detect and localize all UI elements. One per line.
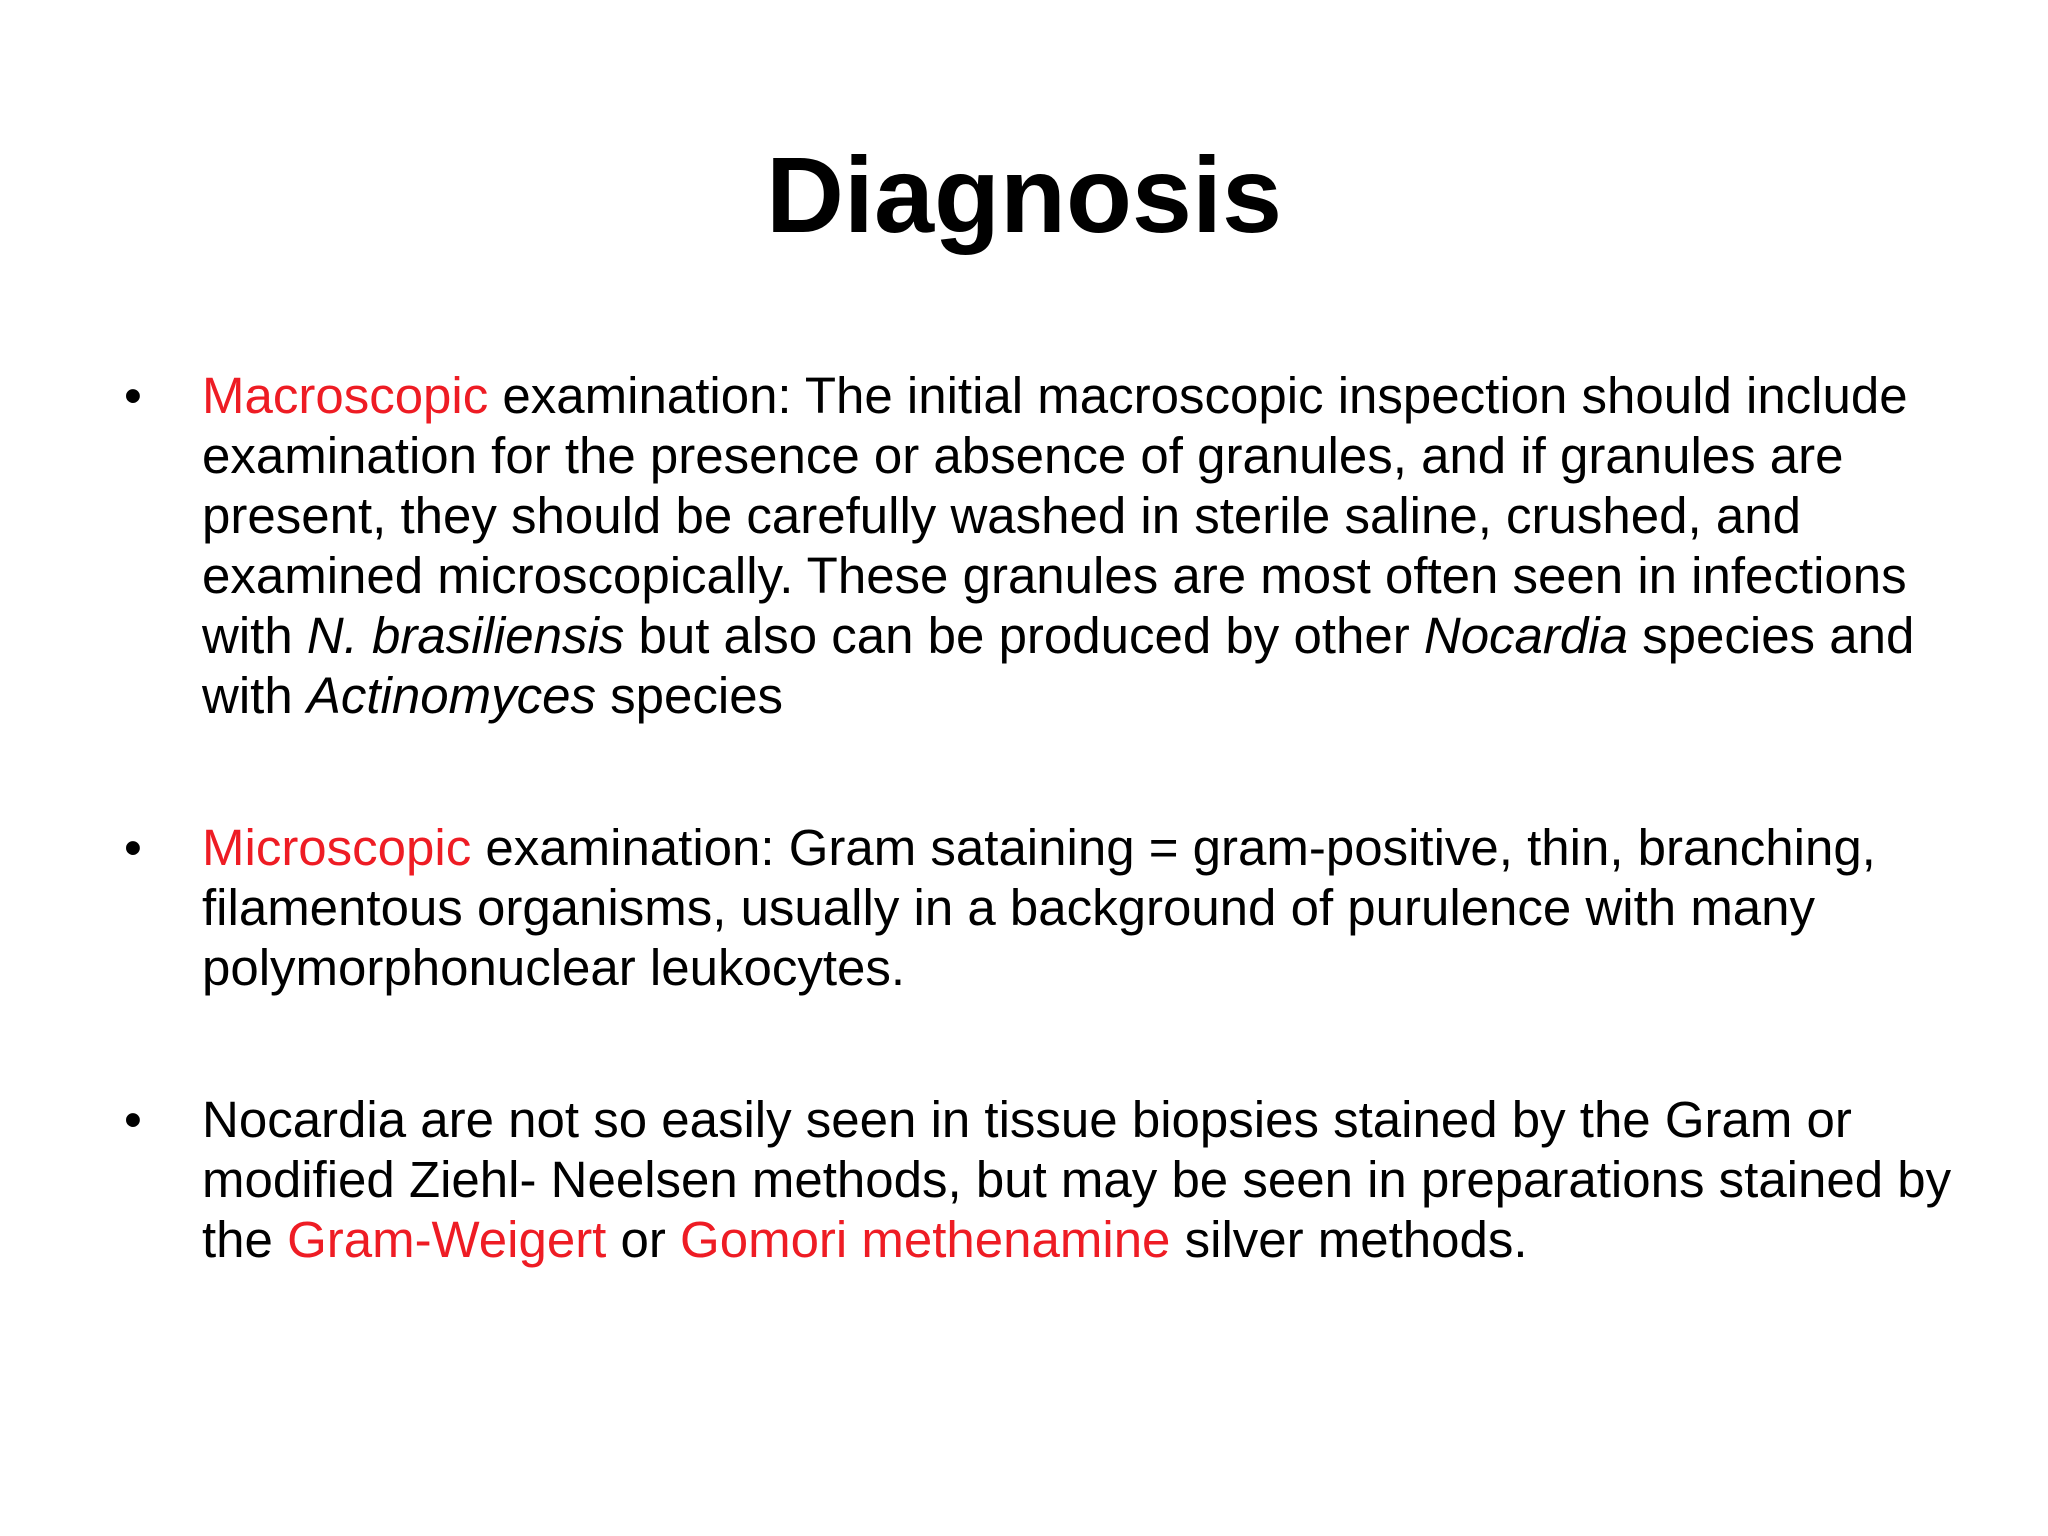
- bullet-text: or: [606, 1211, 681, 1268]
- keyword-macroscopic: Macroscopic: [202, 367, 489, 424]
- bullet-text: silver methods.: [1170, 1211, 1528, 1268]
- italic-genus: Nocardia: [1423, 607, 1628, 664]
- keyword-gram-weigert: Gram-Weigert: [287, 1211, 607, 1268]
- bullet-dot-icon: •: [124, 1091, 142, 1148]
- bullet-microscopic: [124, 818, 1962, 998]
- italic-species: N. brasiliensis: [306, 607, 625, 664]
- keyword-microscopic: Microscopic: [202, 819, 472, 876]
- bullet-text: species and with: [202, 607, 1915, 724]
- keyword-gomori-methenamine: Gomori methenamine: [680, 1211, 1171, 1268]
- bullet-dot-icon: •: [124, 367, 142, 424]
- bullet-text: examination: Gram sataining = gram-positive, thin, branching, filamentous organisms, usually in a background of purulence with many polymorphonuclear leukocytes.: [202, 819, 1876, 996]
- slide-title: Diagnosis: [765, 134, 1283, 255]
- bullet-text: but also can be produced by other: [624, 607, 1424, 664]
- bullet-dot-icon: •: [124, 819, 142, 876]
- bullet-macroscopic: [124, 366, 1962, 726]
- italic-genus: Actinomyces: [306, 667, 596, 724]
- bullet-text: examination: The initial macroscopic inspection should include examination for the presence or absence of granules, and if granules are present, they should be carefully washed in sterile saline, crushed, and examined microscopically. These granules are most often seen in infections with: [202, 367, 1908, 664]
- bullet-text: species: [595, 667, 784, 724]
- bullet-nocardia-staining: [124, 1090, 1962, 1270]
- bullet-text: Nocardia are not so easily seen in tissue biopsies stained by the Gram or modified Ziehl- Neelsen methods, but may be seen in preparations stained by the: [202, 1091, 1952, 1268]
